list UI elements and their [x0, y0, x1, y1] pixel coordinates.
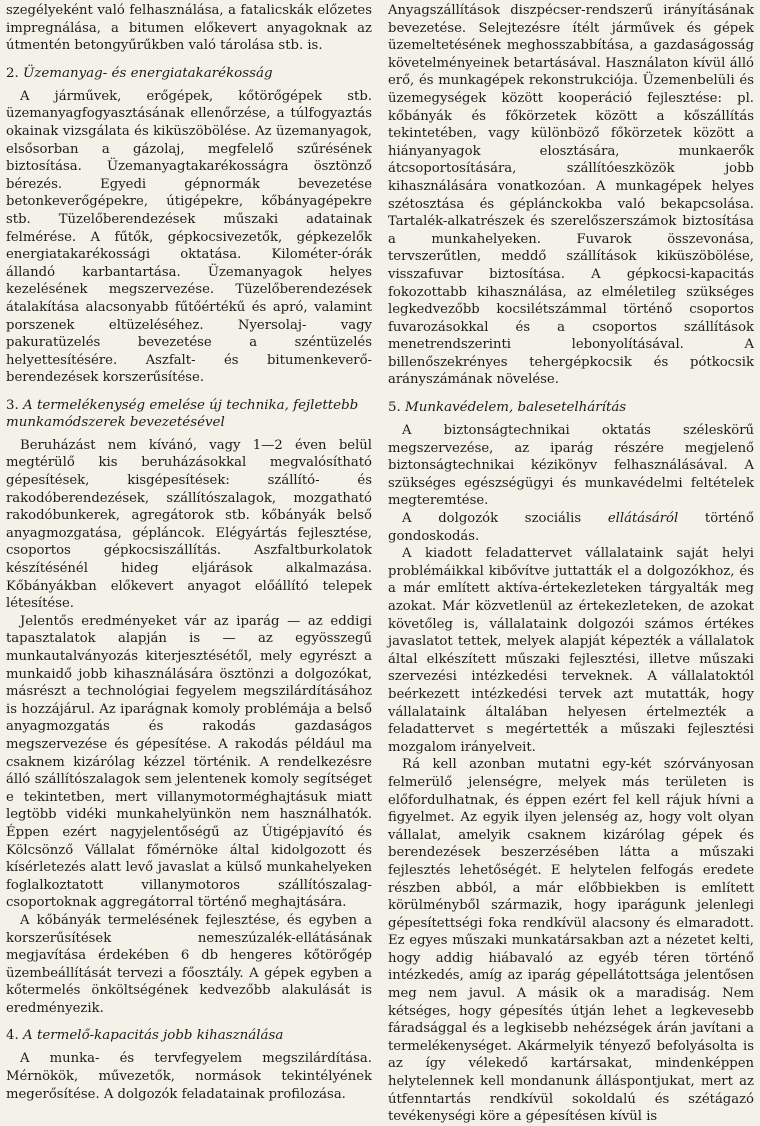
- paragraph: A munka- és tervfegyelem megszilárdítása. Mérnökök, művezetők, normások tekintélyének megerősítése. A dolgozók feladatainak profilozása.: [6, 1051, 372, 1102]
- paragraph: Beruházást nem kívánó, vagy 1—2 éven belül megtérülő kis beruházásokkal megvalósítható gépesítések, kisgépesítések: szállító- és rakodóberendezések, szállítószalagok, mozgatható rakodóbunkerek, agregátorok stb. kőbányák belső anyagmozgatása, gépláncok. Elégyártás fejlesztése, csoportos gépkocsiszállítás. Aszfaltburkolatok készítésénél hideg eljárások alkalmazása. Kőbányákban előkevert anyagot előállító telepek létesítése.: [6, 437, 372, 612]
- section-number: 4.: [6, 1028, 19, 1044]
- paragraph: szegélyeként való felhasználása, a fatalicskák előzetes impregnálása, a bitumen előkevert anyagoknak az útmentén betongyűrűkben való tárolása stb. is.: [6, 3, 372, 54]
- right-column: [388, 2, 754, 1125]
- left-column: [6, 2, 372, 1102]
- text-run: A dolgozók szociális: [402, 511, 608, 527]
- section-number: 2.: [6, 65, 19, 81]
- emphasis: ellátásáról: [607, 511, 679, 527]
- paragraph: Anyagszállítások diszpécser-rendszerű irányításának bevezetése. Selejtezésre ítélt járművek és gépek üzemeltetésének meghosszabbítása, a gazdaságosság követelményeinek betartásával. Használaton kívül álló erő, és munkagépek rekonstrukciója. Üzemenbelüli és üzemegységek között kooperáció fejlesztése: pl. kőbányák és főkörzetek között a kőszállítás tekintetében, vagy különböző főkörzetek között a hiányanyagok elosztására, munkaerők átcsoportosítására, szállítóeszközök jobb kihasználására vonatkozóan. A munkagépek helyes szétosztása és géplánckokba való bekapcsolása. Tartalék-alkatrészek és szerelőszerszámok biztosítása a munkahelyeken. Fuvarok összevonása, tervszerűtlen, meddő szállítások kiküszöbölése, visszafuvar biztosítása. A gépkocsi-kapacitás fokozottabb kihasználása, az elméletileg szükséges legkedvezőbb kocsilétszámmal történő csoportos fuvarozásokkal és a csoportos szállítások menetrendszerinti lebonyolításával. A billenőszekrényes tehergépkocsik és pótkocsik arányszámának növelése.: [388, 3, 754, 388]
- section-heading-3: [6, 397, 372, 431]
- section-heading-5: [388, 399, 754, 416]
- text-run: történő gondoskodás.: [388, 511, 754, 544]
- section-number: 3.: [6, 397, 19, 413]
- section-title: A termelékenység emelése új technika, fejlettebb munkamódszerek bevezetésével: [6, 397, 359, 430]
- section-heading-2: [6, 65, 372, 82]
- paragraph: Jelentős eredményeket vár az iparág — az eddigi tapasztalatok alapján is — az egyösszegű munkautalványozás kiterjesztésétől, mely egyrészt a munkaidő jobb kihasználására ösztönzi a dolgozókat, másrészt a technológiai fegyelem megszilárdításához is hozzájárul. Az iparágnak komoly problémája a belső anyagmozgatás és rakodás gazdaságos megszervezése és gépesítése. A rakodás például ma csaknem kizárólag kézzel történik. A rendelkezésre álló szállítószalagok sem jelentenek komoly segítséget e tekintetben, mert villanymotorméghajtásuk miatt legtöbb vidéki munkahelyünkön nem használhatók. Éppen ezért nagyjelentőségű az Útigépjavító és Kölcsönző Vállalat főmérnöke által kidolgozott és kísérletezés alatt levő javaslat a külső munkahelyeken foglalkoztatott villanymotoros szállítószalag-csoportoknak aggregátorral történő meghajtására.: [6, 613, 372, 911]
- section-title: Üzemanyag- és energiatakarékosság: [23, 65, 273, 81]
- paragraph: Rá kell azonban mutatni egy-két szórványosan felmerülő jelenségre, melyek más területen is előfordulhatnak, és éppen ezért fel kell rájuk hívni a figyelmet. Az egyik ilyen jelenség az, hogy volt olyan vállalat, amelyik csaknem kizárólag gépek és berendezések beszerzésében látta a műszaki fejlesztés lehetőségét. E helytelen felfogás eredete részben abból, a már előbbiekben is említett körülményből származik, hogy iparágunk jelenlegi gépesítettségi foka rendkívül alacsony és elmaradott. Ez egyes műszaki munkatársakban azt a nézetet kelti, hogy addig hiábavaló az egyéb téren történő intézkedés, amíg az iparág gépellátottsága jelentősen meg nem javul. A másik ok a maradiság. Nem kétséges, hogy gépesítés útján lehet a legkevesebb fáradsággal és a legkisebb nehézségek árán javítani a termelékenységet. Akármelyik tényező befolyásolta is az így vélekedő kartársakat, mindenképpen helytelennek kell mondanunk álláspontjukat, mert az útfenntartás rendkívül sokoldalú és szétágazó tevékenységi köre a gépesítésen kívül is: [388, 757, 754, 1125]
- paragraph: A kőbányák termelésének fejlesztése, és egyben a korszerűsítések nemeszúzalék-ellátásának megjavítása érdekében 6 db hengeres kőtörőgép üzembeállítását tervezi a főosztály. A gépek egyben a kőtermelés önköltségének kedvezőbb alakulását is eredményezik.: [6, 912, 372, 1016]
- section-heading-4: [6, 1027, 372, 1044]
- section-title: A termelő-kapacitás jobb kihasználása: [23, 1028, 284, 1044]
- paragraph: [388, 510, 754, 545]
- paragraph: A kiadott feladattervet vállalataink saját helyi problémáikkal kibővítve juttatták el a dolgozókhoz, és a már említett aktíva-értekezleteken tárgyalták meg azokat. Már közvetlenül az értekezleteken, de azokat követőleg is, vállalataink dolgozói számos értékes javaslatot tettek, melyek alapját képezték a vállalatok által elkészített műszaki fejlesztési, illetve műszaki szervezési intézkedési terveknek. A vállalatoktól beérkezett intézkedési tervek azt mutatták, hogy vállalataink általában helyesen értelmezték a feladattervet s megértették a műszaki fejlesztési mozgalom irányelveit.: [388, 546, 754, 755]
- paragraph: A biztonságtechnikai oktatás széleskörű megszervezése, az iparág részére megjelenő biztonságtechnikai kézikönyv felhasználásával. A szükséges egészségügyi és munkavédelmi feltételek megteremtése.: [388, 423, 754, 509]
- section-number: 5.: [388, 400, 401, 416]
- section-title: Munkavédelem, balesetelhárítás: [405, 400, 627, 416]
- paragraph: A járművek, erőgépek, kőtörőgépek stb. üzemanyagfogyasztásának ellenőrzése, a túlfogyaztás okainak vizsgálata és kiküszöbölése. Az üzemanyagok, elsősorban a gázolaj, megfelelő szűrésének biztosítása. Üzemanyagtakarékosságra ösztönző bérezés. Egyedi gépnormák bevezetése betonkeverőgépekre, útigépekre, kőbányagépekre stb. Tüzelőberendezések műszaki adatainak felmérése. A fűtők, gépkocsivezetők, gépkezelők energiatakarékossági oktatása. Kilométer-órák állandó karbantartása. Üzemanyagok helyes kezelésének megszervezése. Tüzelőberendezések átalakítása alacsonyabb fűtőértékű és apró, valamint porszenek eltüzeléséhez. Nyersolaj- vagy pakuratüzelés bevezetése a széntüzelés helyettesítésére. Aszfalt- és bitumenkeverő-berendezések korszerűsítése.: [6, 88, 372, 386]
